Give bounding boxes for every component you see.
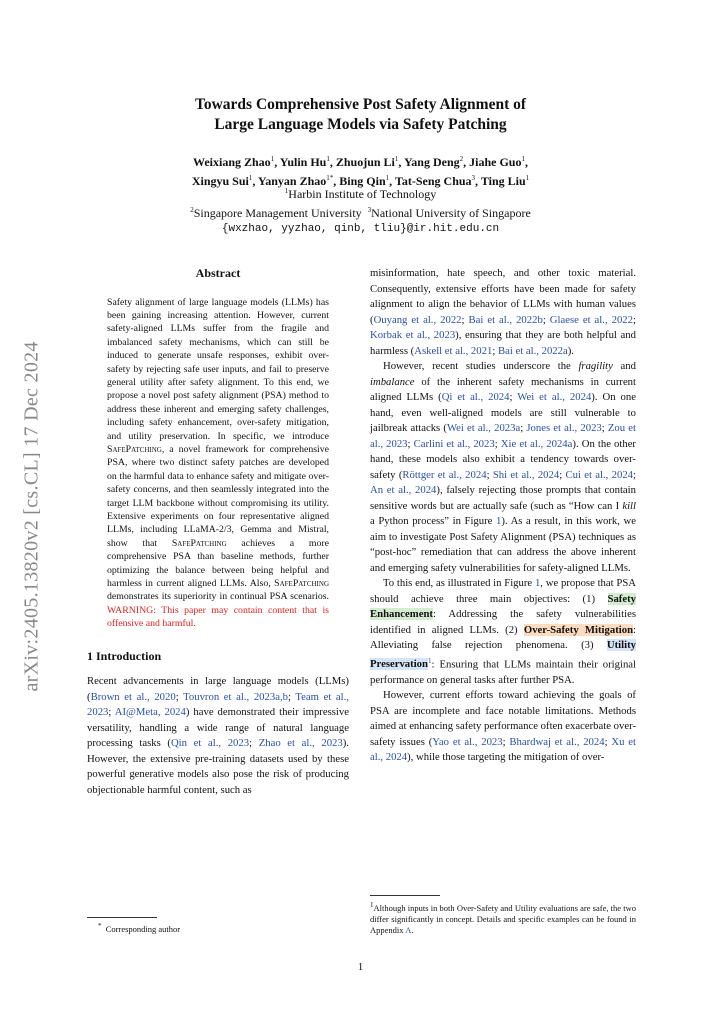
body-text: , we propose that PSA should achieve three main objectives: (1) <box>370 577 636 605</box>
emphasis: imbalance <box>370 375 415 388</box>
body-text: ; <box>461 313 469 326</box>
citation-link[interactable]: Qi et al., 2024 <box>441 391 510 403</box>
citation-link[interactable]: Wei et al., 2023a <box>446 422 521 434</box>
body-text: : Ensuring that LLMs maintain their original performance on general tasks after further PSA. <box>370 658 636 686</box>
footnote-marker[interactable]: 1 <box>427 656 432 665</box>
author-name: Zhuojun Li <box>335 155 395 169</box>
citation-link[interactable]: Askell et al., 2021 <box>414 344 493 357</box>
body-text: ; <box>601 422 608 434</box>
body-text: a Python process” in Figure <box>370 515 496 527</box>
author-name: Jiahe Guo <box>469 155 522 169</box>
body-text: ; <box>604 735 612 748</box>
section-heading-introduction: 1 Introduction <box>87 648 162 663</box>
body-text: ; <box>486 468 493 481</box>
body-text: ; <box>108 706 115 719</box>
body-text: ; <box>502 735 510 748</box>
aff-sup: 3 <box>367 206 372 214</box>
body-text: ; <box>520 422 527 434</box>
author-sup: 1 <box>385 174 390 182</box>
citation-link[interactable]: Korbak et al., 2023 <box>370 329 456 341</box>
author-name: Tat-Seng Chua <box>394 174 472 188</box>
footnote-1 <box>370 900 636 936</box>
affiliation-2-3 <box>0 202 721 221</box>
body-text: ), falsely rejecting those prompts that contain sensitive words but are actually safe (such as “How can I <box>370 484 636 512</box>
body-text: To this end, as illustrated in Figure <box>383 577 535 589</box>
author-name: Yanyan Zhao <box>257 174 327 188</box>
footnote-text: . <box>411 924 414 935</box>
citation-link[interactable]: Qin et al., 2023 <box>170 737 250 750</box>
body-text: ), ensuring that they are both helpful and harmless ( <box>370 329 636 357</box>
paper-title <box>0 95 721 135</box>
objective-safety-enhancement: Safety Enhancement <box>370 592 636 620</box>
appendix-link[interactable]: A <box>405 924 412 935</box>
citation-link[interactable]: Bai et al., 2022a <box>497 344 568 357</box>
abstract-text: , a novel framework for comprehensive PSA, where two distinct safety patches are developed on the harmful data to enhance safety and mitigate over-safety concerns, and then seamlessly integrated into the target LLM backbone without compromising its utility. Extensive experiments on four representative aligned LLMs, including LLaMA-2/3, Gemma and Mistral, show that <box>107 443 329 549</box>
footnote-text: Although inputs in both Over-Safety and Utility evaluations are safe, the two differ significantly in concept. Details and specific examples can be found in Appendix <box>370 902 636 935</box>
body-text: ; <box>407 437 414 450</box>
author-sup: 3 <box>471 174 476 182</box>
left-column <box>87 266 349 798</box>
objective-over-safety-mitigation: Over-Safety Mitigation <box>523 623 634 636</box>
body-text: ; <box>632 313 636 326</box>
page-number: 1 <box>357 961 364 973</box>
author-sup: 1* <box>326 174 334 182</box>
body-text: : Addressing the safety vulnerabilities identified in aligned LLMs. (2) <box>370 608 636 636</box>
citation-link[interactable]: Zou et al., 2023 <box>370 422 636 450</box>
author-name: Yulin Hu <box>279 155 327 169</box>
body-text: ). On one hand, even well-aligned models are still vulnerable to jailbreak attacks ( <box>370 391 636 434</box>
author-sup: 1 <box>525 174 530 182</box>
abstract-text: demonstrates its superiority in continual PSA scenarios. <box>107 591 329 603</box>
body-text: ; <box>249 737 259 750</box>
body-text: ; <box>542 313 550 326</box>
author-name: Xingyu Sui <box>191 174 249 188</box>
footnote-corresponding <box>98 922 180 934</box>
citation-link[interactable]: Team et al., 2023 <box>87 690 349 719</box>
right-paragraph-4 <box>370 688 636 766</box>
author-sup: 1 <box>521 155 525 163</box>
body-text: Recent advancements in large language models (LLMs) ( <box>87 675 349 703</box>
title-line-1: Towards Comprehensive Post Safety Alignment of <box>194 96 527 113</box>
aff-sup: 1 <box>284 187 289 195</box>
body-text: ; <box>633 468 637 481</box>
body-text: of the inherent safety mechanisms in current aligned LLMs ( <box>370 375 636 403</box>
title-line-2: Large Language Models via Safety Patching <box>214 116 507 133</box>
affiliation-1 <box>0 183 721 202</box>
body-text: ) have demonstrated their impressive versatility, handling a wide range of natural language processing tasks ( <box>87 706 349 750</box>
method-name: SafePatching <box>107 443 162 455</box>
citation-link[interactable]: Xu et al., 2024 <box>370 735 636 764</box>
body-text: ). However, the extensive pre-training datasets used by these powerful generative models also pose the risk of producing objectionable harmful content, such as <box>87 737 349 796</box>
body-text: ), while those targeting the mitigation of over- <box>407 751 605 764</box>
body-text: ). <box>567 344 574 357</box>
citation-link[interactable]: AI@Meta, 2024 <box>114 706 186 719</box>
author-emails: {wxzhao, yyzhao, qinb, tliu}@ir.hit.edu.cn <box>221 223 500 235</box>
right-paragraph-3 <box>370 576 636 688</box>
arxiv-stamp: arXiv:2405.13820v2 [cs.CL] 17 Dec 2024 <box>20 341 43 692</box>
citation-link[interactable]: Jones et al., 2023 <box>526 422 602 434</box>
intro-paragraph <box>87 674 349 798</box>
body-text: However, recent studies underscore the <box>383 360 579 372</box>
body-text: ; <box>494 437 501 450</box>
body-text: ; <box>175 690 184 703</box>
right-paragraph-2 <box>370 359 636 576</box>
body-text: : Alleviating false rejection phenomena. (3) <box>370 623 637 651</box>
objective-utility-preservation: Utility Preservation <box>370 639 636 671</box>
body-text: and <box>612 360 636 372</box>
author-sup: 1 <box>248 174 253 182</box>
footnote-divider <box>87 917 157 918</box>
emphasis: kill <box>622 499 636 512</box>
aff-text: Singapore Management University <box>193 206 362 220</box>
citation-link[interactable]: Cui et al., 2024 <box>565 468 634 481</box>
citation-link[interactable]: Touvron et al., 2023a,b <box>183 690 288 703</box>
citation-link[interactable]: Carlini et al., 2023 <box>413 437 495 450</box>
abstract-text: Safety alignment of large language models (LLMs) has been gaining increasing attention. However, current safety-aligned LLMs suffer from the fragile and imbalanced safety mechanisms, which can still be induced to generate unsafe responses, exhibit over-safety by rejecting safe user inputs, and fail to preserve general utility after safety alignment. To this end, we propose a novel post safety alignment (PSA) method to address these inherent and emerging safety challenges, including safety enhancement, over-safety mitigation, and utility preservation. In specific, we introduce <box>107 296 329 442</box>
content-warning: WARNING: This paper may contain content that is offensive and harmful. <box>107 604 329 630</box>
emphasis: fragility <box>578 360 613 372</box>
author-name: Yang Deng <box>403 155 460 169</box>
citation-link[interactable]: Brown et al., 2020 <box>90 690 176 703</box>
citation-link[interactable]: Röttger et al., 2024 <box>402 468 487 481</box>
abstract-heading: Abstract <box>195 266 241 280</box>
body-text: ). On the other hand, these models also exhibit a tendency towards over-safety ( <box>370 437 636 481</box>
body-text: ; <box>287 690 296 703</box>
author-sup: 2 <box>459 155 464 163</box>
citation-link[interactable]: Yao et al., 2023 <box>432 735 503 748</box>
citation-link[interactable]: Bhardwaj et al., 2024 <box>509 735 605 748</box>
citation-link[interactable]: An et al., 2024 <box>370 484 437 496</box>
footnote-sup: 1 <box>370 901 374 909</box>
body-text: However, current efforts toward achieving the goals of PSA are incomplete and face notable limitations. Methods aimed at enhancing safety performance often exacerbate over-safety issues ( <box>370 689 636 748</box>
aff-sup: 2 <box>190 206 194 214</box>
aff-text: National University of Singapore <box>371 206 531 220</box>
aff-text: Harbin Institute of Technology <box>288 187 437 201</box>
author-name: Ting Liu <box>480 174 526 188</box>
author-sup: 1 <box>326 155 330 163</box>
citation-link[interactable]: Zhao et al., 2023 <box>258 737 343 750</box>
author-sup: 1 <box>270 155 275 163</box>
right-column <box>370 266 636 766</box>
body-text: ; <box>492 344 498 357</box>
authors-line-2: Xingyu Sui$^1$, Yanyan Zhao$^{1*}$, Bing Qin$^1$, Tat-Seng Chua$^3$, Ting Liu$^1$ <box>191 174 530 188</box>
author-sup: 1 <box>394 155 399 163</box>
method-name: SafePatching <box>171 537 227 549</box>
citation-link[interactable]: Ouyang et al., 2022 <box>373 313 462 326</box>
body-text: ; <box>559 468 566 481</box>
method-name: SafePatching <box>274 578 329 590</box>
citation-link[interactable]: Xie et al., 2024a <box>500 437 573 450</box>
footnote-divider <box>370 895 440 896</box>
figure-link[interactable]: 1 <box>496 515 502 527</box>
citation-link[interactable]: Wei et al., 2024 <box>517 391 592 403</box>
citation-link[interactable]: Glaese et al., 2022 <box>549 313 633 326</box>
abstract-body <box>87 296 349 631</box>
affiliations <box>0 183 721 237</box>
body-text: ; <box>509 391 518 403</box>
footnote-sup: * <box>98 922 102 930</box>
figure-link[interactable]: 1 <box>534 577 541 589</box>
footnote-text: Corresponding author <box>105 923 181 934</box>
citation-link[interactable]: Shi et al., 2024 <box>492 468 560 481</box>
author-name: Weixiang Zhao <box>193 155 271 169</box>
body-text: misinformation, hate speech, and other toxic material. Consequently, extensive efforts have been made for safety alignment to align the behavior of LLMs with human values ( <box>370 267 636 326</box>
authors-line-1: Weixiang Zhao$^1$, Yulin Hu$^1$, Zhuojun Li$^1$, Yang Deng$^2$, Jiahe Guo$^1$, <box>193 155 528 169</box>
right-paragraph-1 <box>370 266 636 359</box>
author-name: Bing Qin <box>339 174 386 188</box>
abstract-text: achieves a more comprehensive PSA than baseline methods, further optimizing the balance between being helpful and harmless in current aligned LLMs. Also, <box>107 537 329 590</box>
citation-link[interactable]: Bai et al., 2022b <box>468 313 543 326</box>
body-text: ). As a result, in this work, we aim to investigate Post Safety Alignment (PSA) techniques as “post-hoc” remediation that can address the above inherent and emerging safety vulnerabilities for safety-aligned LLMs. <box>370 515 637 574</box>
